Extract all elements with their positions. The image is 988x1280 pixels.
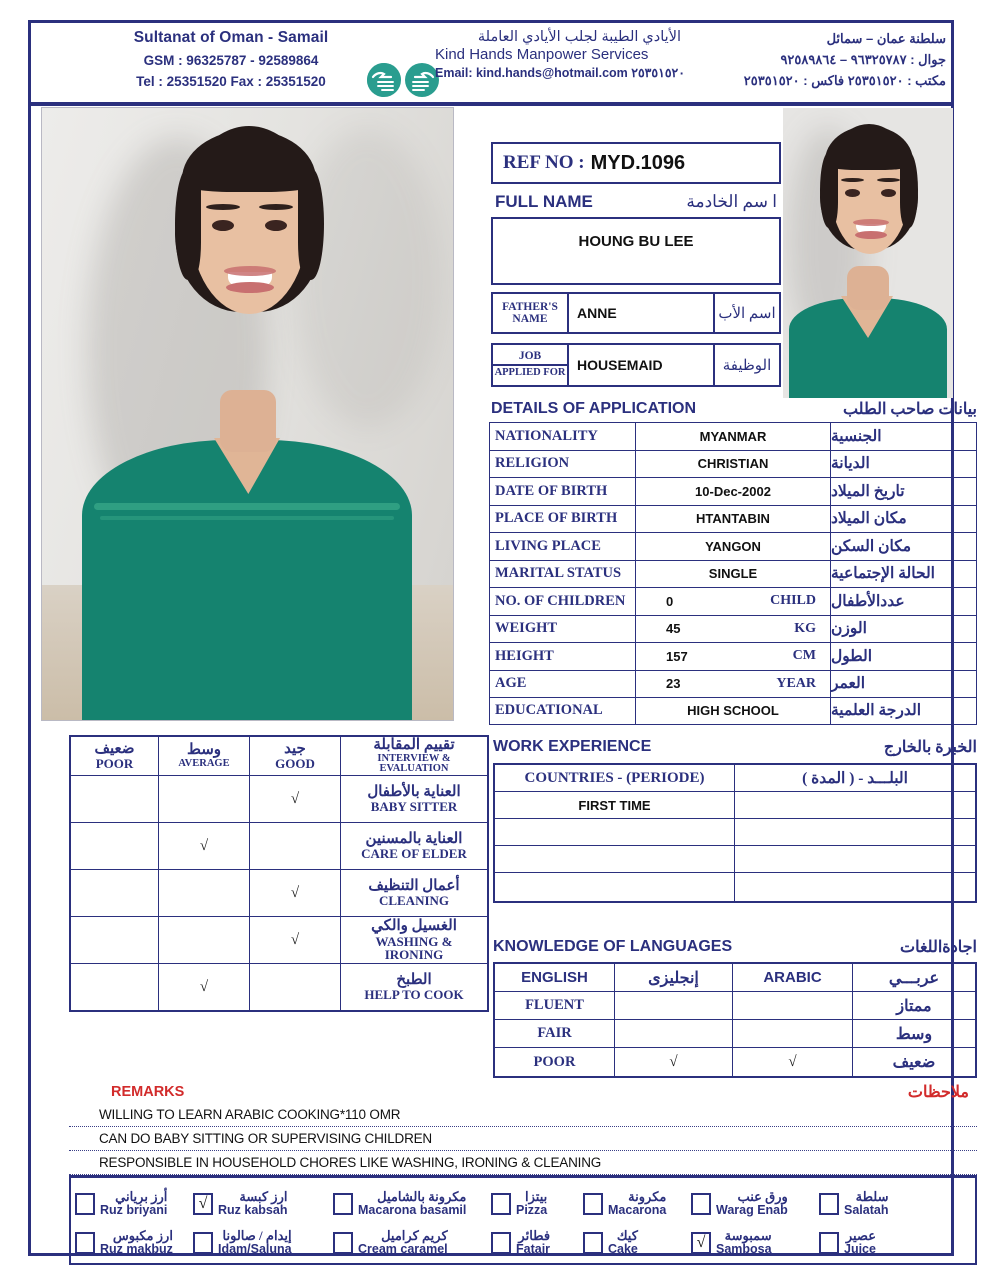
job-applied-label [491,343,569,387]
language-level-ar [853,1048,975,1076]
interview-skill-en: CARE OF ELDER [361,846,467,862]
cooking-skill-en: Fatair [516,1241,551,1256]
details-value-text: 10-Dec-2002 [695,483,771,499]
cooking-skill-item[interactable] [333,1223,491,1262]
interview-header-en: POOR [95,756,134,772]
cooking-skill-labels [716,1190,788,1218]
cooking-skill-item[interactable] [691,1223,819,1262]
details-value-text: CHRISTIAN [697,456,769,472]
job-applied-row [491,343,781,387]
interview-rating-cell-good[interactable] [250,823,341,869]
cooking-skill-labels [844,1229,876,1257]
language-level-en-text: POOR [533,1053,576,1070]
interview-rating-cell-poor[interactable] [71,870,159,916]
cooking-skill-item[interactable] [193,1223,333,1262]
cooking-skill-ar: فطائر [518,1227,551,1243]
language-english-cell[interactable] [615,992,733,1019]
cooking-skill-en: Ruz makbuz [100,1241,173,1256]
company-name-arabic: الأيادي الطيبة لجلب الأيادي العاملة [477,29,681,45]
cooking-skill-ar: مكرونة [628,1188,667,1204]
checkbox[interactable] [75,1232,95,1254]
interview-skill-label [341,823,487,869]
form-header [31,23,951,105]
work-row [495,873,975,901]
language-arabic-cell[interactable] [733,992,853,1019]
fathers-name-label [491,292,569,334]
details-label-ar: عددالأطفال [831,592,905,610]
interview-header-cell [250,737,341,775]
cooking-skill-en: Cream caramel [358,1241,448,1256]
cooking-skill-en: Macarona [608,1202,667,1217]
details-label-ar: العمر [831,675,866,693]
details-row [489,477,977,505]
cooking-skill-labels [358,1190,466,1218]
interview-row [71,917,487,964]
details-label-ar: الطول [831,647,873,665]
language-level-en-text: FLUENT [525,997,584,1013]
details-unit: CHILD [770,593,816,609]
cooking-skills-row-2 [75,1223,971,1262]
cooking-skill-item[interactable] [691,1184,819,1223]
checkbox[interactable] [691,1232,711,1254]
work-experience-section-title [493,735,977,759]
interview-evaluation-table [69,735,489,1012]
interview-header-en: INTERVIEW & [377,752,451,764]
language-arabic-cell[interactable] [733,1048,853,1076]
header-mobile-arabic: جوال : ٩٦٣٢٥٧٨٧ – ٩٢٥٨٩٨٦٤ [780,52,946,67]
details-section-title [491,397,977,421]
interview-row [71,964,487,1010]
languages-header-arabic-en-text: ARABIC [763,969,822,986]
work-period-cell[interactable] [735,792,975,818]
languages-header-english-ar-text: إنجليزى [648,969,699,987]
cooking-skill-en: Sambosa [716,1241,772,1256]
header-divider [31,102,951,106]
details-row [489,450,977,478]
interview-rating-cell-average[interactable] [159,823,250,869]
cooking-skill-ar: ورق عنب [737,1188,788,1204]
details-title-en: DETAILS OF APPLICATION [491,400,697,417]
cooking-skill-en: Juice [844,1241,876,1256]
knowledge-of-languages-table [493,962,977,1078]
work-header-period [735,765,975,791]
checkbox[interactable] [819,1193,839,1215]
details-value-text: HIGH SCHOOL [687,703,779,719]
full-name-value: HOUNG BU LEE [578,233,694,250]
checkbox[interactable] [583,1232,603,1254]
work-experience-title-en: WORK EXPERIENCE [493,738,652,755]
languages-header-english-ar [615,964,733,991]
details-label: DATE OF BIRTH [490,478,636,505]
language-level-ar [853,992,975,1019]
details-label-ar: الحالة الإجتماعية [831,565,935,583]
interview-skill-ar: أعمال التنظيف [368,877,460,894]
interview-header-en: GOOD [275,756,315,772]
applicant-portrait-photo [783,108,953,398]
interview-header-ar: ضعيف [94,740,135,757]
cooking-skill-item[interactable] [819,1184,923,1223]
details-unit: KG [794,620,816,636]
work-period-cell[interactable] [735,873,975,901]
cooking-skill-labels [516,1190,547,1218]
applicant-full-photo [42,108,453,720]
details-value-text: 157 [666,648,688,664]
details-row [489,697,977,725]
checkbox[interactable] [691,1193,711,1215]
interview-skill-en2: IRONING [384,947,444,963]
work-country-cell[interactable] [495,792,735,818]
language-level-en [495,1020,615,1047]
interview-skill-ar: الغسيل والكي [371,918,457,935]
work-header-row [495,765,975,792]
interview-skill-en: BABY SITTER [370,799,458,815]
work-experience-title-ar: الخبرة بالخارج [883,739,977,756]
cooking-skills-checkbox-panel [69,1175,977,1265]
interview-skill-en: WASHING & [375,933,453,949]
interview-skill-label [341,964,487,1010]
details-label: NO. OF CHILDREN [490,588,636,615]
company-email: Email: kind.hands@hotmail.com ٢٥٣٥١٥٢٠ [435,66,685,80]
cooking-skill-item[interactable] [819,1223,923,1262]
cooking-skill-labels [516,1229,550,1257]
languages-title-en: KNOWLEDGE OF LANGUAGES [493,938,733,955]
interview-rating-cell-average[interactable] [159,870,250,916]
cooking-skill-ar: سلطة [855,1188,889,1204]
details-value-text: SINGLE [708,566,758,582]
cooking-skill-ar: بيتزا [525,1188,548,1204]
work-period-cell[interactable] [735,819,975,845]
details-value-text: YANGON [705,538,761,554]
details-row [489,670,977,698]
details-value-text: MYANMAR [699,428,767,444]
cooking-skill-item[interactable] [75,1223,193,1262]
language-level-ar [853,1020,975,1047]
checkbox[interactable] [583,1193,603,1215]
remarks-title-en: REMARKS [111,1084,185,1100]
interview-skill-en: CLEANING [378,893,450,909]
cooking-skill-en: Pizza [516,1202,548,1217]
checkbox[interactable] [333,1232,353,1254]
languages-title-ar: اجادةاللغات [900,939,977,956]
languages-row [495,1020,975,1048]
details-value-text: HTANTABIN [696,511,770,527]
details-row [489,505,977,533]
checkmark-icon: √ [290,884,300,901]
cooking-skill-ar: سمبوسة [724,1227,772,1243]
cooking-skill-labels [358,1229,448,1257]
cooking-skill-ar: كيك [616,1227,638,1243]
details-value [636,561,831,588]
details-unit: YEAR [776,675,816,691]
interview-header-cell [159,737,250,775]
details-value [636,671,831,698]
remarks-line: WILLING TO LEARN ARABIC COOKING*110 OMR [69,1103,977,1127]
details-label: WEIGHT [490,616,636,643]
language-level-en-text: FAIR [537,1025,572,1041]
details-row [489,615,977,643]
cooking-skill-labels [608,1190,666,1218]
cooking-skill-labels [844,1190,888,1218]
language-english-cell[interactable] [615,1048,733,1076]
cooking-skill-en: Macarona basamil [358,1202,467,1217]
cooking-skill-en: Ruz briyani [100,1202,168,1217]
languages-row [495,992,975,1020]
fathers-name-value: ANNE [569,292,715,334]
interview-rating-cell-poor[interactable] [71,776,159,822]
interview-rating-cell-average[interactable] [159,917,250,963]
company-name-english: Kind Hands Manpower Services [435,46,649,63]
fathers-name-label-l2: NAME [512,313,548,325]
details-value [636,588,831,615]
full-name-label-en: FULL NAME [495,192,593,211]
ref-no-label: REF NO : [503,152,585,173]
cooking-skill-ar: كريم كراميل [381,1227,448,1243]
cooking-skill-labels [218,1190,287,1218]
details-label-ar: تاريخ الميلاد [831,482,905,500]
interview-header-en: AVERAGE [178,757,230,769]
languages-row [495,1048,975,1076]
interview-header-cell [341,737,487,775]
full-name-label-ar: ا سم الخادمة [686,192,777,211]
checkbox[interactable] [75,1193,95,1215]
cooking-skill-en: Salatah [844,1202,889,1217]
languages-header-english-en [495,964,615,991]
fathers-name-label-l1: FATHER'S [502,300,558,313]
cooking-skill-en: Warag Enab [716,1202,788,1217]
interview-rating-cell-good[interactable] [250,870,341,916]
full-name-label-row [491,190,781,214]
language-level-en [495,992,615,1019]
interview-header-en2: EVALUATION [379,763,449,775]
remarks-header [69,1081,977,1103]
header-company-block [435,29,685,80]
kind-hands-logo [365,61,445,99]
ref-no-value: MYD.1096 [590,151,686,174]
fathers-name-label-ar: اسم الأب [715,292,781,334]
work-row [495,819,975,846]
full-name-value-box [491,217,781,285]
cooking-skill-ar: ارز مكبوس [112,1227,173,1243]
interview-header-cell [71,737,159,775]
details-label: NATIONALITY [490,423,636,450]
cooking-skill-ar: مكرونة بالشاميل [377,1188,467,1204]
details-label-ar: الديانة [831,455,870,473]
interview-header-ar: وسط [186,742,222,759]
details-value-text: 23 [666,676,681,692]
cooking-skill-en: Ruz kabsah [218,1202,288,1217]
cooking-skill-ar: إيدام / صالونا [222,1227,292,1243]
details-title-ar: بيانات صاحب الطلب [842,401,977,418]
checkbox[interactable] [193,1193,213,1215]
details-value [636,478,831,505]
details-value [636,698,831,724]
work-period-cell[interactable] [735,846,975,872]
cooking-skill-labels [716,1229,772,1257]
interview-skill-label [341,776,487,822]
work-header-countries [495,765,735,791]
details-label: PLACE OF BIRTH [490,506,636,533]
job-applied-label-l1: JOB [518,350,542,363]
details-value [636,423,831,450]
cooking-skill-ar: ارز كبسة [239,1188,288,1204]
interview-rating-cell-average[interactable] [159,776,250,822]
details-label: AGE [490,671,636,698]
details-value-text: 45 [666,621,681,637]
remarks-section [69,1081,977,1175]
cooking-skills-row-1 [75,1184,971,1223]
work-experience-table [493,763,977,903]
interview-rating-cell-good[interactable] [250,776,341,822]
language-level-ar-text: ممتاز [896,997,932,1015]
header-gsm-line: GSM : 96325787 - 92589864 [143,53,319,68]
language-level-ar-text: وسط [895,1025,933,1043]
header-office-arabic: مكتب : ٢٥٣٥١٥٢٠ فاكس : ٢٥٣٥١٥٢٠ [743,73,946,88]
remarks-line: CAN DO BABY SITTING OR SUPERVISING CHILDREN [69,1127,977,1151]
header-left-block [86,29,376,89]
checkmark-icon: √ [290,931,300,948]
header-sultanate-line: Sultanat of Oman - Samail [133,29,329,46]
work-header-countries-text: COUNTRIES - (PERIODE) [524,769,705,786]
checkmark-icon: √ [696,1233,706,1251]
cooking-skill-item[interactable] [333,1184,491,1223]
cooking-skill-labels [218,1229,292,1257]
checkmark-icon: √ [199,837,209,854]
checkmark-icon: √ [198,1194,208,1212]
interview-skill-label [341,917,487,963]
interview-skill-ar: العناية بالأطفال [367,783,461,800]
job-applied-value: HOUSEMAID [569,343,715,387]
details-label-ar: الجنسية [831,427,882,445]
details-of-application-table [489,422,977,725]
checkbox[interactable] [819,1232,839,1254]
language-arabic-cell[interactable] [733,1020,853,1047]
interview-skill-ar: الطبخ [396,971,432,988]
details-label: HEIGHT [490,643,636,670]
job-applied-label-ar: الوظيفة [715,343,781,387]
interview-skill-ar: العناية بالمسنين [365,830,463,847]
languages-header-arabic-ar [853,964,975,991]
work-country-cell[interactable] [495,819,735,845]
details-label-ar: مكان الميلاد [831,510,907,528]
fathers-name-row [491,292,781,334]
work-row [495,792,975,819]
details-row [489,642,977,670]
interview-row [71,823,487,870]
checkbox[interactable] [491,1232,511,1254]
interview-rating-cell-good[interactable] [250,917,341,963]
details-row [489,560,977,588]
languages-header-row [495,964,975,992]
work-row [495,846,975,873]
details-value [636,533,831,560]
checkbox[interactable] [491,1193,511,1215]
details-label: EDUCATIONAL [490,698,636,724]
interview-skill-en: HELP TO COOK [364,987,464,1003]
cooking-skill-en: Idam/Saluna [218,1241,292,1256]
details-row [489,587,977,615]
interview-rating-cell-poor[interactable] [71,964,159,1010]
work-country-text: FIRST TIME [578,797,651,813]
ref-no-box [491,142,781,184]
interview-rating-cell-good[interactable] [250,964,341,1010]
header-sultanate-arabic: سلطنة عمان – سمائل [826,31,946,46]
cooking-skill-item[interactable] [491,1184,583,1223]
details-value-text: 0 [666,593,674,609]
work-country-cell[interactable] [495,873,735,901]
cooking-skill-item[interactable] [491,1223,583,1262]
details-label-ar: مكان السكن [831,537,912,555]
language-level-en [495,1048,615,1076]
cooking-skill-labels [100,1229,173,1257]
details-row [489,532,977,560]
header-tel-fax-line: Tel : 25351520 Fax : 25351520 [136,74,326,89]
details-value [636,451,831,478]
interview-header-ar: جيد [284,740,306,757]
details-row [489,422,977,450]
details-label-ar: الدرجة العلمية [831,702,922,720]
header-right-block-arabic [691,29,946,89]
interview-header-ar: تقييم المقابلة [373,737,455,754]
interview-row [71,776,487,823]
cooking-skill-item[interactable] [583,1223,691,1262]
checkbox[interactable] [193,1232,213,1254]
details-unit: CM [792,648,816,664]
checkmark-icon: √ [290,790,300,807]
details-value [636,506,831,533]
remarks-line: RESPONSIBLE IN HOUSEHOLD CHORES LIKE WASHING, IRONING & CLEANING [69,1151,977,1175]
cooking-skill-item[interactable] [75,1184,193,1223]
details-label: LIVING PLACE [490,533,636,560]
details-label: MARITAL STATUS [490,561,636,588]
application-form-page [28,20,977,1256]
checkmark-icon: √ [669,1053,678,1070]
cooking-skill-ar: أرز برياني [115,1188,168,1204]
details-label: RELIGION [490,451,636,478]
interview-rating-cell-poor[interactable] [71,823,159,869]
checkmark-icon: √ [199,978,209,995]
work-header-period-text: البلـــد - ( المدة ) [802,769,908,787]
languages-header-arabic-ar-text: عربـــي [888,969,940,987]
cooking-skill-item[interactable] [193,1184,333,1223]
languages-section-title [493,935,977,959]
checkbox[interactable] [333,1193,353,1215]
details-value [636,616,831,643]
checkmark-icon: √ [788,1053,797,1070]
interview-rating-cell-poor[interactable] [71,917,159,963]
cooking-skill-labels [608,1229,638,1257]
cooking-skill-en: Cake [608,1241,638,1256]
interview-rating-cell-average[interactable] [159,964,250,1010]
languages-header-english-en-text: ENGLISH [521,969,588,986]
language-level-ar-text: ضعيف [892,1054,936,1071]
details-value [636,643,831,670]
cooking-skill-labels [100,1190,167,1218]
interview-row [71,870,487,917]
work-country-cell[interactable] [495,846,735,872]
remarks-title-ar: ملاحظات [907,1084,969,1101]
interview-skill-label [341,870,487,916]
cooking-skill-item[interactable] [583,1184,691,1223]
details-label-ar: الوزن [831,620,867,638]
job-applied-label-l2: APPLIED FOR [493,364,567,380]
languages-header-arabic-en [733,964,853,991]
interview-header-row [71,737,487,776]
cooking-skill-ar: عصير [845,1227,876,1243]
language-english-cell[interactable] [615,1020,733,1047]
